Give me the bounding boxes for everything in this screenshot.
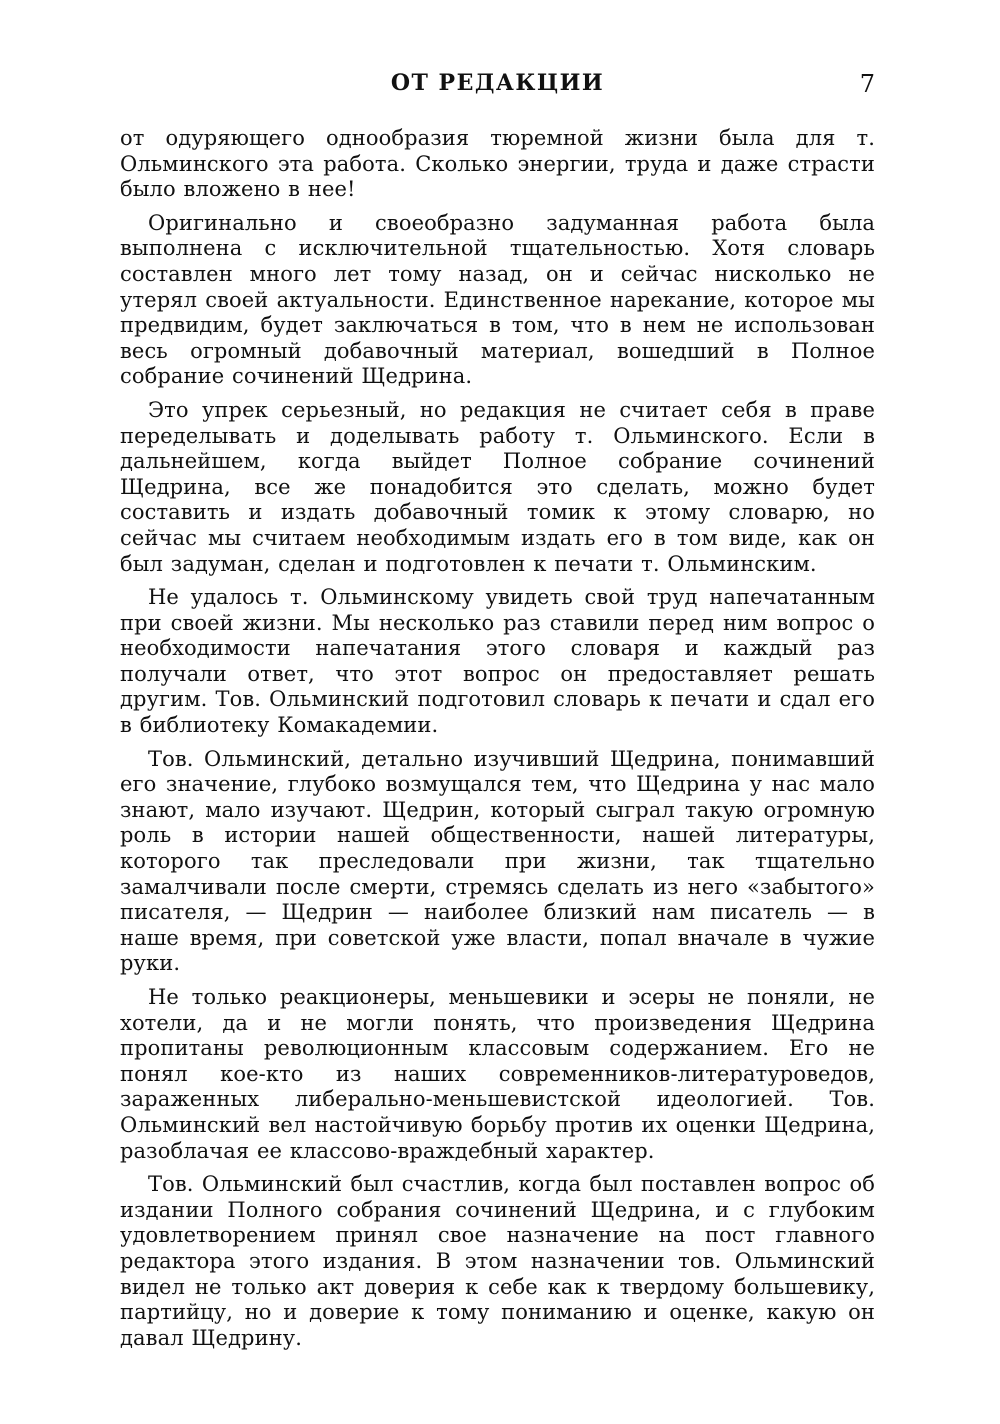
paragraph-6: Не только реакционеры, меньшевики и эсеры не поняли, не хотели, да и не могли понять, что произведения Щедрина пропитаны революционным классовым содержанием. Его не понял кое-кто из наших современников-литературоведов, зараженных либерально-меньшевистской идеологией. Тов. Ольминский вел настойчивую борьбу против их оценки Щедрина, разоблачая ее классово-враждебный характер. <box>120 985 875 1163</box>
paragraph-5: Тов. Ольминский, детально изучивший Щедрина, понимавший его значение, глубоко возмущался тем, что Щедрина у нас мало знают, мало изучают. Щедрин, который сыграл такую огромную роль в истории нашей общественности, нашей литературы, которого так преследовали при жизни, так тщательно замалчивали после смерти, стремясь сделать из него «забытого» писателя, — Щедрин — наиболее близкий нам писатель — в наше время, при советской уже власти, попал вначале в чужие руки. <box>120 746 875 976</box>
body-text <box>120 126 875 1351</box>
paragraph-1: от одуряющего однообразия тюремной жизни была для т. Ольминского эта работа. Сколько энергии, труда и даже страсти было вложено в нее! <box>120 126 875 202</box>
running-head <box>120 70 875 106</box>
paragraph-4: Не удалось т. Ольминскому увидеть свой труд напечатанным при своей жизни. Мы несколько раз ставили перед ним вопрос о необходимости напечатания этого словаря и каждый раз получали ответ, что этот вопрос он предоставляет решать другим. Тов. Ольминский подготовил словарь к печати и сдал его в библиотеку Комакадемии. <box>120 585 875 738</box>
running-title: ОТ РЕДАКЦИИ <box>390 70 605 96</box>
paragraph-7: Тов. Ольминский был счастлив, когда был поставлен вопрос об издании Полного собрания сочинений Щедрина, и с глубоким удовлетворением принял свое назначение на пост главного редактора этого издания. В этом назначении тов. Ольминский видел не только акт доверия к себе как к твердому большевику, партийцу, но и доверие к тому пониманию и оценке, какую он давал Щедрину. <box>120 1172 875 1350</box>
book-page <box>120 70 875 1359</box>
paragraph-2: Оригинально и своеобразно задуманная работа была выполнена с исключительной тщательностью. Хотя словарь составлен много лет тому назад, он и сейчас нисколько не утерял своей актуальности. Единственное нарекание, которое мы предвидим, будет заключаться в том, что в нем не использован весь огромный добавочный материал, вошедший в Полное собрание сочинений Щедрина. <box>120 210 875 389</box>
page-number: 7 <box>859 70 875 98</box>
paragraph-3: Это упрек серьезный, но редакция не считает себя в праве переделывать и доделывать работу т. Ольминского. Если в дальнейшем, когда выйдет Полное собрание сочинений Щедрина, все же понадобится это сделать, можно будет составить и издать добавочный томик к этому словарю, но сейчас мы считаем необходимым издать его в том виде, как он был задуман, сделан и подготовлен к печати т. Ольминским. <box>120 397 875 576</box>
